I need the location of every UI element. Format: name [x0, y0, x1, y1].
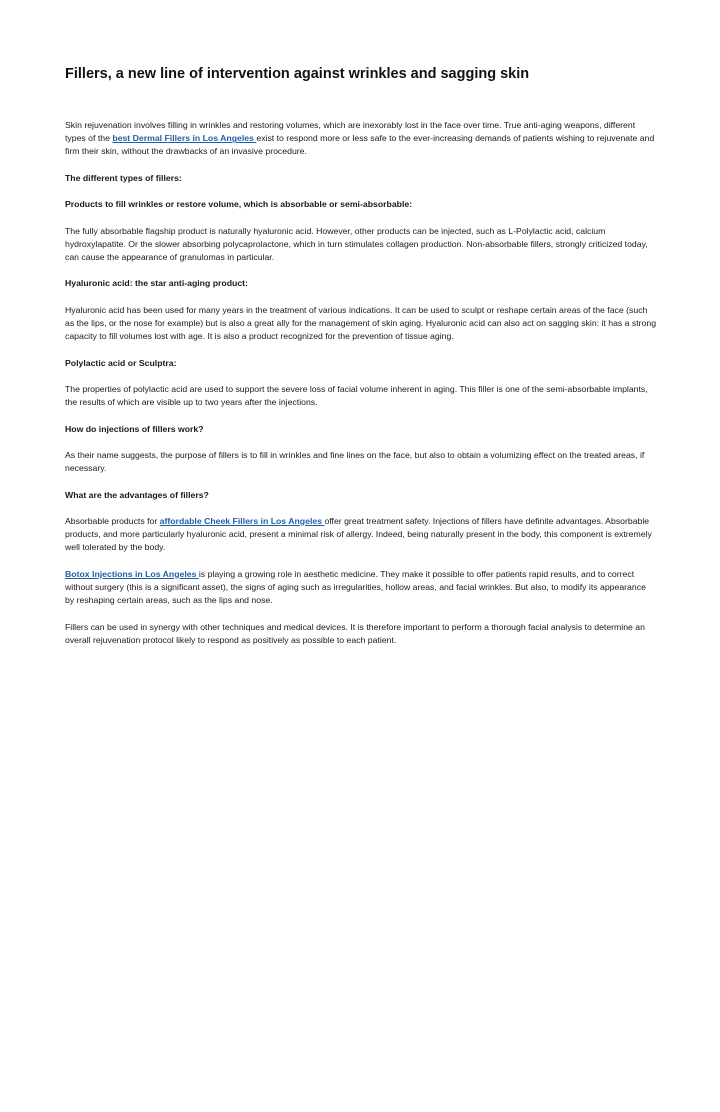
advantages-paragraph — [65, 515, 657, 555]
dermal-fillers-link[interactable]: best Dermal Fillers in Los Angeles — [112, 133, 257, 144]
intro-paragraph — [65, 119, 657, 159]
section-heading-hyaluronic: Hyaluronic acid: the star anti-aging product: — [65, 278, 248, 289]
article-body — [65, 119, 657, 660]
how-paragraph: As their name suggests, the purpose of fillers is to fill in wrinkles and fine lines on the face, but also to obtain a volumizing effect on the treated areas, if necessary. — [65, 449, 645, 474]
page-title: Fillers, a new line of intervention against wrinkles and sagging skin — [65, 66, 530, 82]
advantages-text-after: offer great treatment safety. Injections of fillers have definite advantages. Absorbable products, and more particularly hyaluronic acid, present a minimal risk of allergy. Indeed, being naturally present in the body, this component is extremely well tolerated by the body. — [65, 515, 652, 553]
botox-injections-link[interactable]: Botox Injections in Los Angeles — [65, 568, 199, 579]
polylactic-paragraph: The properties of polylactic acid are used to support the severe loss of facial volume inherent in aging. This filler is one of the semi-absorbable implants, the results of which are visible up to two years after the injections. — [65, 383, 648, 408]
botox-paragraph — [65, 568, 657, 608]
section-heading-products: Products to fill wrinkles or restore volume, which is absorbable or semi-absorbable: — [65, 199, 413, 210]
section-heading-how: How do injections of fillers work? — [65, 423, 204, 434]
synergy-paragraph: Fillers can be used in synergy with other techniques and medical devices. It is therefore important to perform a thorough facial analysis to determine an overall rejuvenation protocol likely to respond as positively as possible to each patient. — [65, 621, 645, 645]
intro-text-after: exist to respond more or less safe to the ever-increasing demands of patients wishing to rejuvenate and firm their skin, without the drawbacks of an invasive procedure. — [65, 133, 655, 157]
botox-text-after: is playing a growing role in aesthetic medicine. They make it possible to offer patients rapid results, and to correct without surgery (this is a significant asset), the signs of aging such as irregularities, hollow areas, and facial wrinkles. But also, to modify its appearance by reshaping certain areas, such as the lips and nose. — [65, 568, 646, 606]
intro-text-before: Skin rejuvenation involves filling in wrinkles and restoring volumes, which are inexorably lost in the face over time. True anti-aging weapons, different types of the — [65, 120, 636, 144]
section-heading-advantages: What are the advantages of fillers? — [65, 489, 209, 500]
hyaluronic-paragraph: Hyaluronic acid has been used for many years in the treatment of various indications. It can be used to sculpt or reshape certain areas of the face (such as the lips, or the nose for example) but is also a great ally for the management of skin aging. Hyaluronic acid can also act on sagging skin: it has a strong capacity to fill volumes lost with age. It is also a product recognized for the prevention of tissue aging. — [65, 304, 657, 342]
advantages-text-before: Absorbable products for — [65, 515, 160, 526]
absorbable-paragraph: The fully absorbable flagship product is naturally hyaluronic acid. However, other products can be injected, such as L-Polylactic acid, calcium hydroxylapatite. Or the slower absorbing polycaprolactone, which in turn stimulates collagen production. Non-absorbable fillers, strongly criticized today, can cause the appearance of granulomas in particular. — [65, 225, 648, 262]
section-heading-types: The different types of fillers: — [65, 172, 182, 183]
cheek-fillers-link[interactable]: affordable Cheek Fillers in Los Angeles — [159, 515, 325, 526]
section-heading-polylactic: Polylactic acid or Sculptra: — [65, 357, 177, 368]
